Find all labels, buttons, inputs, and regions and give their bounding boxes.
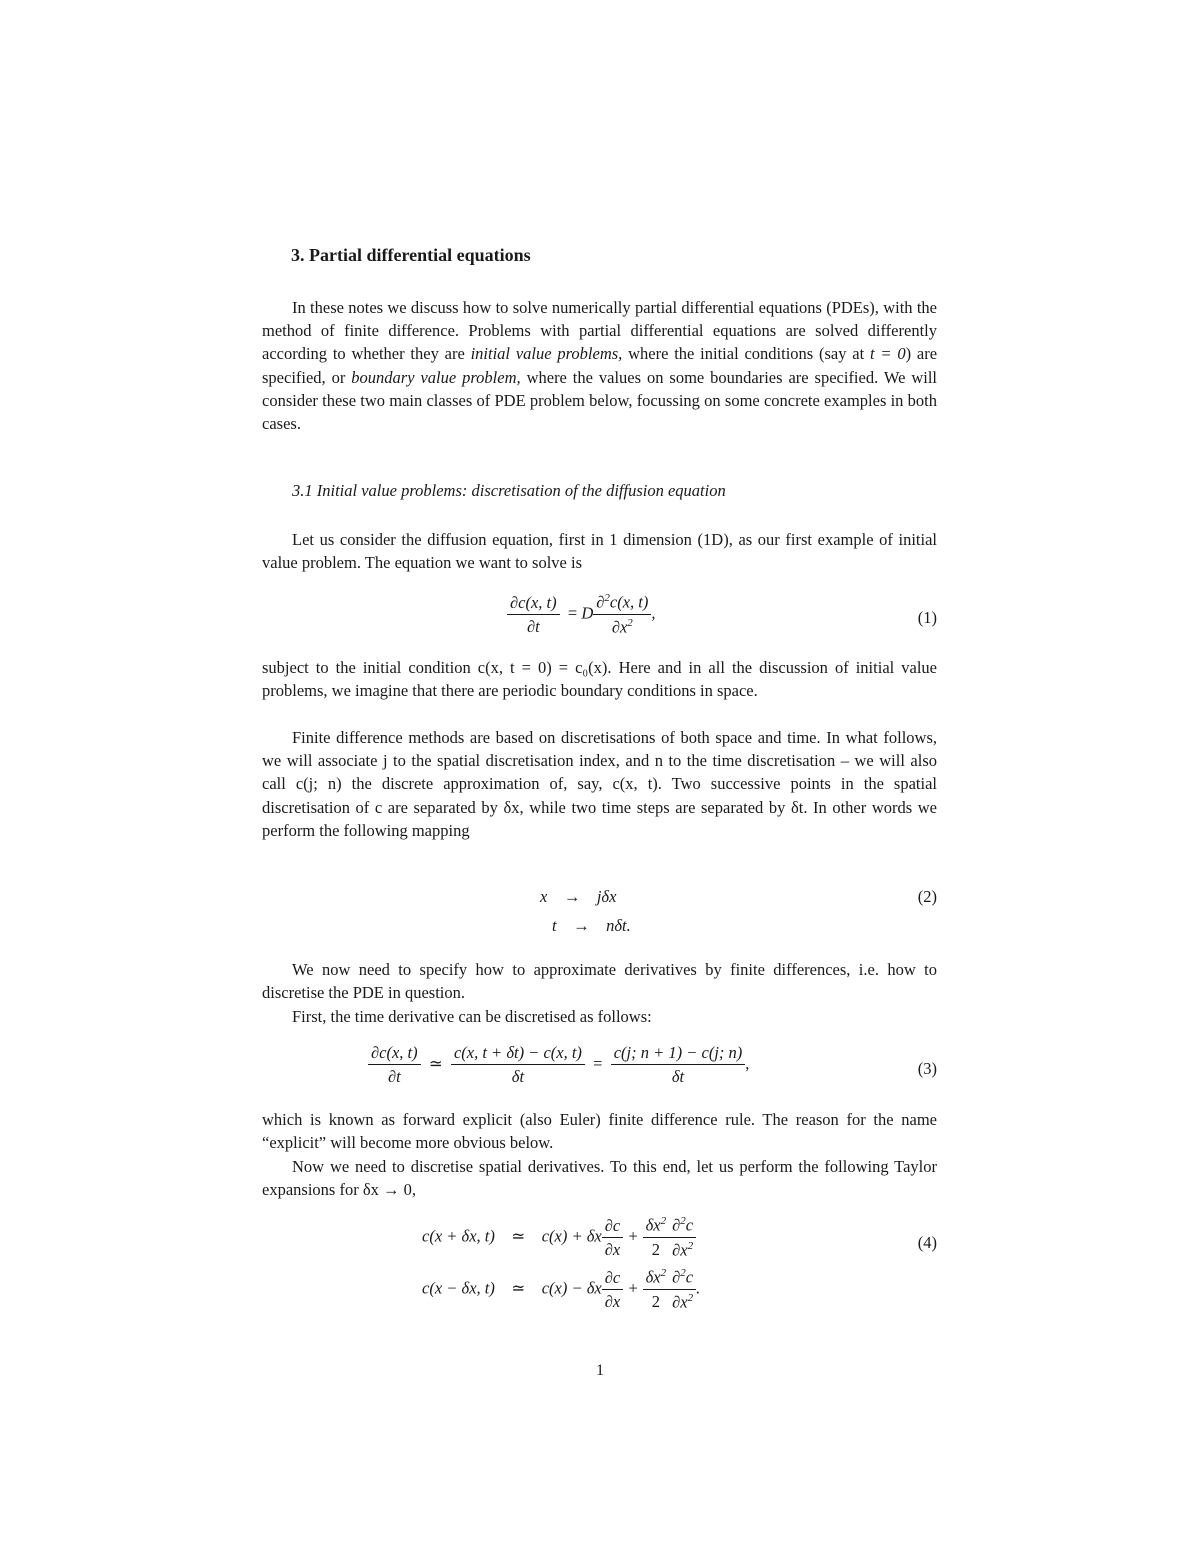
section-title: 3. Partial differential equations: [291, 245, 531, 265]
equation-1: $\frac{\partial c(x, t)}{\partial t}$ = D $\frac{\partial^2c(x, t)}{\partial x^2}$ , (1): [262, 592, 937, 648]
equation-3: $\frac{\partial c(x, t)}{\partial t}$ ≃ $\frac{c(x, t + \delta t) - c(x, t)}{\delta t}$ = $\frac{c(j; n + 1) - c(j; n)}{\delta t}$ , (3): [262, 1043, 937, 1099]
equation-4-label: (4): [917, 1233, 937, 1252]
approximation-paragraph: We now need to specify how to approximate derivatives by finite differences, i.e. how to discretise the PDE in question.: [262, 960, 937, 1003]
euler-paragraph: which is known as forward explicit (also Euler) finite difference rule. The reason for the name “explicit” will become more obvious below.: [262, 1110, 937, 1153]
equation-2: x → jδx t → nδt. (2): [540, 887, 937, 935]
equation-4: c(x + δx, t) ≃ c(x) + δx $\frac{\partial c}{\partial x}$ + $\frac{\delta x^2}{2}$ $\frac{\partial^2c}{\partial x^2}$ c(x − δx, t) ≃ c(x) − δx $\frac{\partial c}{\partial x}$ + $\frac{\delta x^2}{2}$ $\frac{\partial^2c}{\partial x^2}$ . (4): [422, 1215, 937, 1311]
equation-2-label: (2): [917, 887, 937, 906]
finite-difference-paragraph: Finite difference methods are based on discretisations of both space and time. In what follows, we will associate j to the spatial discretisation index, and n to the time discretisation – we will also call c(j; n) the discrete approximation of, say, c(x, t). Two successive points in the spatial discretisation of c are separated by δx, while two time steps are separated by δt. In other words we perform the following mapping: [262, 728, 937, 840]
subsection-title: 3.1 Initial value problems: discretisation of the diffusion equation: [292, 481, 726, 500]
spatial-derivative-paragraph: Now we need to discretise spatial derivatives. To this end, let us perform the following Taylor expansions for δx → 0,: [262, 1157, 937, 1200]
intro-paragraph: In these notes we discuss how to solve numerically partial differential equations (PDEs), with the method of finite difference. Problems with partial differential equations are solved differently according to whether they are initial value problems, where the initial conditions (say at t = 0) are specified, or boundary value problem, where the values on some boundaries are specified. We will consider these two main classes of PDE problem below, focussing on some concrete examples in both cases.: [262, 298, 938, 434]
initial-condition-paragraph: subject to the initial condition c(x, t = 0) = c₀(x). Here and in all the discussion of initial value problems, we imagine that there are periodic boundary conditions in space.: [262, 658, 937, 701]
equation-3-label: (3): [917, 1059, 937, 1078]
time-derivative-paragraph: First, the time derivative can be discretised as follows:: [292, 1007, 652, 1026]
equation-1-label: (1): [917, 608, 937, 627]
diffusion-intro-paragraph: Let us consider the diffusion equation, first in 1 dimension (1D), as our first example of initial value problem. The equation we want to solve is: [262, 530, 937, 573]
page-number: 1: [596, 1362, 604, 1379]
